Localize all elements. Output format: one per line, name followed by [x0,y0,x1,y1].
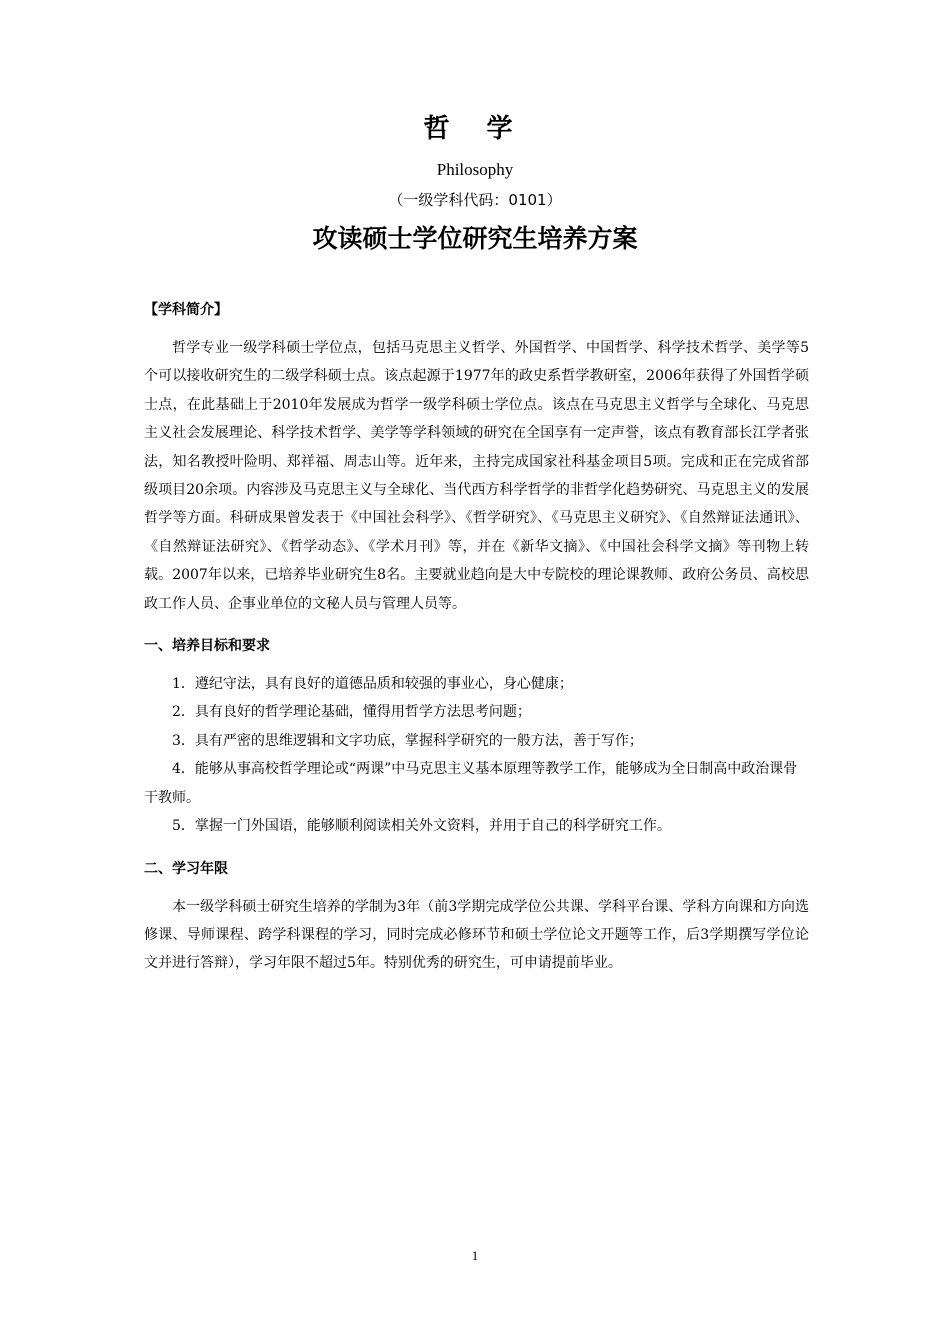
section-heading-duration: 二、学习年限 [144,860,228,877]
duration-paragraph: 本一级学科硕士研究生培养的学制为3年（前3学期完成学位公共课、学科平台课、学科方向课和方向选修课、导师课程、跨学科课程的学习，同时完成必修环节和硕士学位论文开题等工作，后3学期撰写学位论文并进行答辩），学习年限不超过5年。特别优秀的研究生，可申请提前毕业。 [144,898,809,972]
spacer [144,883,809,893]
discipline-code: （一级学科代码：0101） [388,191,562,209]
spacer [144,841,809,855]
page-number: 1 [471,1248,479,1263]
goal-item: 3．具有严密的思维逻辑和文字功底，掌握科学研究的一般方法，善于写作； [172,732,643,749]
spacer [144,618,809,632]
intro-paragraph: 哲学专业一级学科硕士学位点，包括马克思主义哲学、外国哲学、中国哲学、科学技术哲学、美学等5个可以接收研究生的二级学科硕士点。该点起源于1977年的政史系哲学教研室，2006年获得了外国哲学硕士点，在此基础上于2010年发展成为哲学一级学科硕士学位点。该点在马克思主义哲学与全球化、马克思主义社会发展理论、科学技术哲学、美学等学科领域的研究在全国享有一定声誉，该点有教育部长江学者张法，知名教授叶险明、郑祥福、周志山等。近年来，主持完成国家社科基金项目5项。完成和正在完成省部级项目20余项。内容涉及马克思主义与全球化、当代西方科学哲学的非哲学化趋势研究、马克思主义的发展哲学等方面。科研成果曾发表于《中国社会科学》、《哲学研究》、《马克思主义研究》、《自然辩证法通讯》、《自然辩证法研究》、《哲学动态》、《学术月刊》等，并在《新华文摘》、《中国社会科学文摘》等刊物上转载。2007年以来，已培养毕业研究生8名。主要就业趋向是大中专院校的理论课教师、政府公务员、高校思政工作人员、企事业单位的文秘人员与管理人员等。 [144,340,809,612]
goal-item: 2．具有良好的哲学理论基础，懂得用哲学方法思考问题； [172,704,531,721]
plan-title: 攻读硕士学位研究生培养方案 [312,224,638,253]
english-title: Philosophy [436,160,514,179]
document-body [144,296,809,978]
intro-heading: 【学科简介】 [144,302,228,318]
section-heading-goals: 一、培养目标和要求 [144,638,270,655]
goal-item: 4．能够从事高校哲学理论或“两课”中马克思主义基本原理等教学工作，能够成为全日制高中政治课骨干教师。 [144,761,798,806]
goal-item: 1．遵纪守法，具有良好的道德品质和较强的事业心，身心健康； [172,676,573,693]
page-title: 哲 学 [423,114,527,144]
spacer [144,324,809,334]
goal-item: 5．掌握一门外国语，能够顺利阅读相关外文资料，并用于自己的科学研究工作。 [172,818,671,835]
spacer [144,660,809,670]
